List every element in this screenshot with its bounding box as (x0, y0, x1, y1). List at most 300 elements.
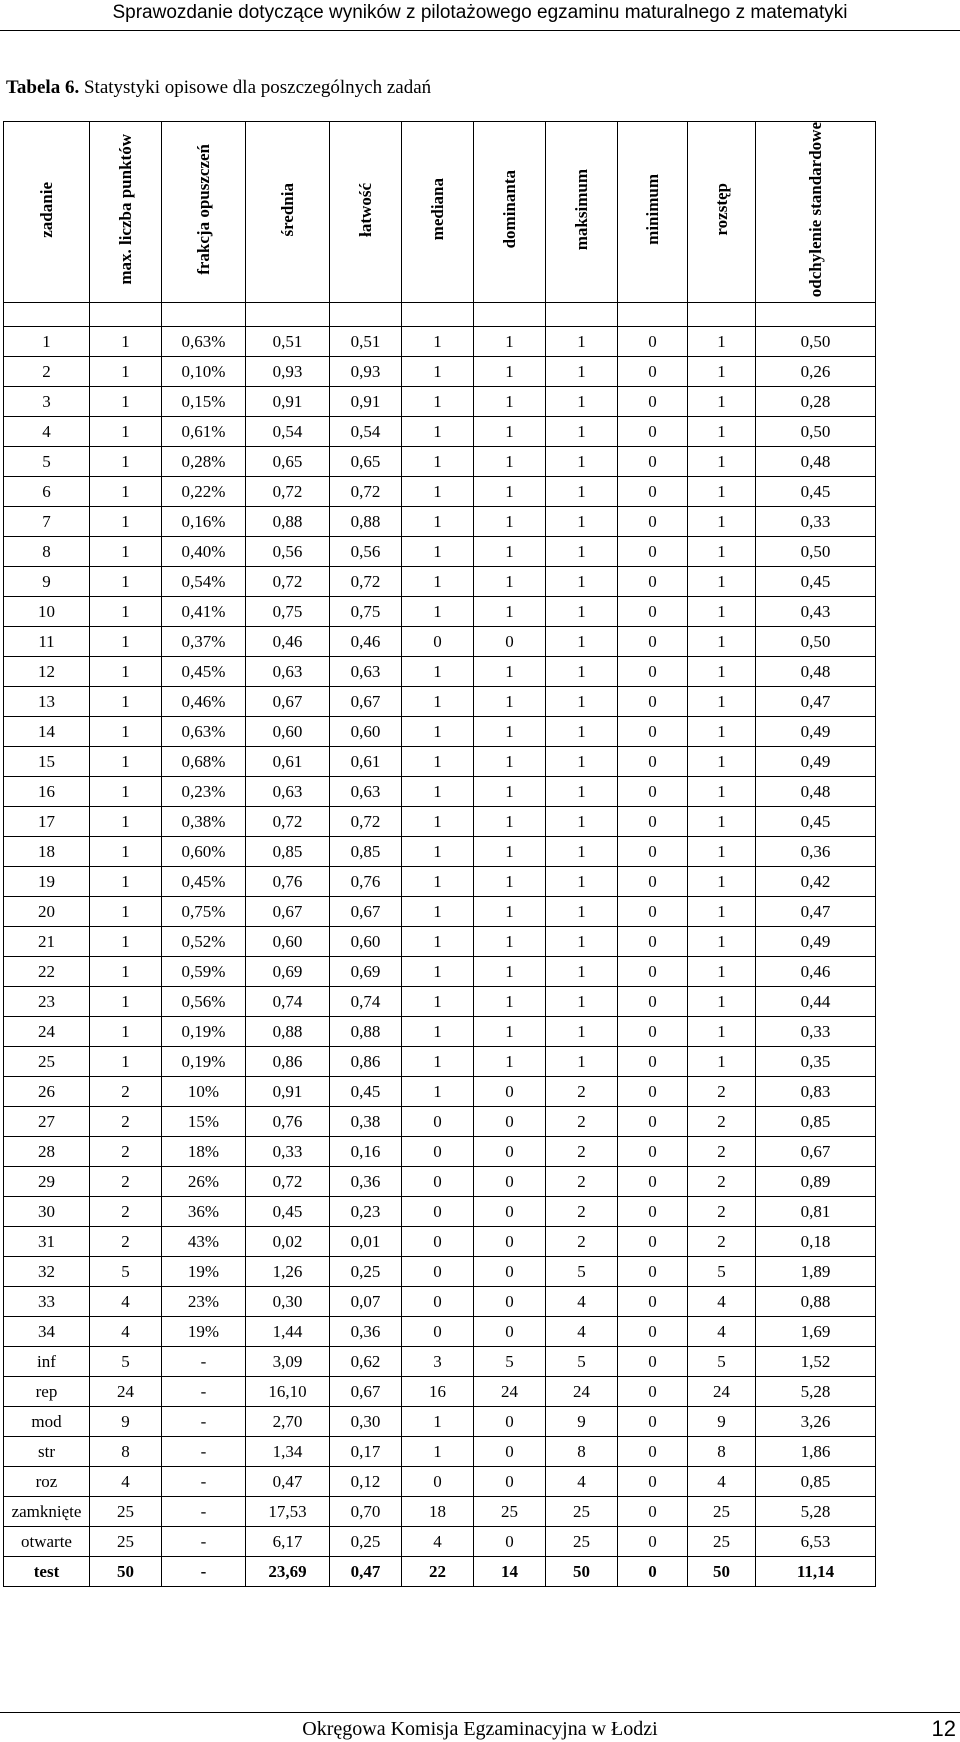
table-cell: inf (4, 1347, 90, 1377)
table-cell: 1 (688, 537, 756, 567)
table-row (4, 567, 876, 597)
table-cell: 0 (618, 537, 688, 567)
column-header: mediana (402, 122, 474, 303)
table-cell: 0,16% (162, 507, 246, 537)
table-cell: 1 (546, 1017, 618, 1047)
table-cell: 0,44 (756, 987, 876, 1017)
table-cell: 25 (688, 1527, 756, 1557)
table-cell: 1 (546, 537, 618, 567)
table-cell: 0,50 (756, 627, 876, 657)
table-cell: 0 (618, 1407, 688, 1437)
table-cell: 1 (402, 447, 474, 477)
table-cell: 22 (4, 957, 90, 987)
table-row (4, 447, 876, 477)
table-cell: 0 (618, 1317, 688, 1347)
table-cell: 0,91 (330, 387, 402, 417)
table-cell: 43% (162, 1227, 246, 1257)
table-cell: 1 (546, 1047, 618, 1077)
table-cell: 0,88 (330, 507, 402, 537)
table-cell: 1 (688, 627, 756, 657)
table-cell: 0,02 (246, 1227, 330, 1257)
table-cell: 0,45 (756, 567, 876, 597)
table-cell: 1 (474, 897, 546, 927)
table-cell: 0,74 (246, 987, 330, 1017)
table-cell: 1,89 (756, 1257, 876, 1287)
table-cell: 0,67 (246, 687, 330, 717)
table-cell: 1 (546, 717, 618, 747)
table-cell: 0 (618, 567, 688, 597)
table-cell: 1 (402, 597, 474, 627)
table-cell: 1 (402, 567, 474, 597)
table-cell: 0,19% (162, 1047, 246, 1077)
table-row (4, 1437, 876, 1467)
table-cell: 1 (474, 477, 546, 507)
table-row (4, 927, 876, 957)
table-cell: 0,01 (330, 1227, 402, 1257)
table-cell: 0,46% (162, 687, 246, 717)
table-cell: 9 (4, 567, 90, 597)
table-cell: 0 (402, 627, 474, 657)
table-row (4, 1467, 876, 1497)
table-cell: 0,65 (246, 447, 330, 477)
table-row (4, 717, 876, 747)
table-cell: 0,51 (330, 327, 402, 357)
table-cell: 1 (474, 987, 546, 1017)
table-cell: 0,19% (162, 1017, 246, 1047)
table-cell: 4 (688, 1467, 756, 1497)
footer-organization: Okręgowa Komisja Egzaminacyjna w Łodzi (302, 1718, 658, 1740)
table-cell: 16 (4, 777, 90, 807)
table-cell: 10 (4, 597, 90, 627)
table-cell: 0,76 (330, 867, 402, 897)
table-cell: 1,26 (246, 1257, 330, 1287)
table-cell: 0 (474, 1467, 546, 1497)
table-cell: 0,89 (756, 1167, 876, 1197)
table-cell: 4 (546, 1317, 618, 1347)
table-cell: 1 (474, 717, 546, 747)
table-cell: 1 (688, 507, 756, 537)
table-cell: 1 (90, 1017, 162, 1047)
table-row (4, 897, 876, 927)
table-cell: 0,88 (756, 1287, 876, 1317)
table-cell: 27 (4, 1107, 90, 1137)
table-row (4, 1227, 876, 1257)
column-header: rozstęp (688, 122, 756, 303)
table-cell: 0,70 (330, 1497, 402, 1527)
table-cell: 1 (402, 687, 474, 717)
table-cell: 0,63% (162, 327, 246, 357)
table-cell: 1 (688, 1047, 756, 1077)
table-caption-text: Statystyki opisowe dla poszczególnych zadań (83, 77, 432, 98)
table-cell: 1 (474, 567, 546, 597)
table-cell: 0,23 (330, 1197, 402, 1227)
table-row (4, 1407, 876, 1437)
table-cell: 0 (618, 327, 688, 357)
table-cell: 2 (688, 1167, 756, 1197)
table-cell: 1 (402, 987, 474, 1017)
table-cell: 50 (90, 1557, 162, 1587)
table-cell: 1 (546, 687, 618, 717)
table-cell: 1 (90, 867, 162, 897)
table-cell: 0,60% (162, 837, 246, 867)
table-cell: 0 (402, 1167, 474, 1197)
table-cell: 1 (688, 987, 756, 1017)
table-cell: 25 (546, 1497, 618, 1527)
table-cell: 0,37% (162, 627, 246, 657)
table-cell: 0,69 (246, 957, 330, 987)
table-cell: 0,52% (162, 927, 246, 957)
table-cell: 2 (546, 1107, 618, 1137)
table-row (4, 1017, 876, 1047)
table-cell: 1,44 (246, 1317, 330, 1347)
table-cell: 0,88 (330, 1017, 402, 1047)
table-cell: 0,86 (246, 1047, 330, 1077)
table-cell: 1 (402, 417, 474, 447)
table-cell: 1 (402, 777, 474, 807)
table-cell: 0,30 (330, 1407, 402, 1437)
table-cell: 0,49 (756, 927, 876, 957)
table-row (4, 597, 876, 627)
table-cell: 0,47 (756, 897, 876, 927)
table-cell: 4 (546, 1287, 618, 1317)
table-cell: 1 (402, 927, 474, 957)
table-cell: 1 (90, 717, 162, 747)
table-cell: - (162, 1467, 246, 1497)
table-cell: 0,72 (246, 477, 330, 507)
table-cell: 0,35 (756, 1047, 876, 1077)
table-cell: 1 (688, 837, 756, 867)
table-cell: 14 (474, 1557, 546, 1587)
table-cell: 0,63% (162, 717, 246, 747)
table-cell: 0,10% (162, 357, 246, 387)
table-cell: 0,63 (330, 777, 402, 807)
table-cell: 0 (474, 1317, 546, 1347)
table-cell: 1 (90, 447, 162, 477)
table-cell: 0,15% (162, 387, 246, 417)
table-cell: 1 (546, 987, 618, 1017)
table-cell: 5,28 (756, 1377, 876, 1407)
table-cell: 0,43 (756, 597, 876, 627)
table-cell: 1 (402, 657, 474, 687)
table-cell: 25 (546, 1527, 618, 1557)
table-row (4, 1287, 876, 1317)
table-cell: 1 (546, 807, 618, 837)
table-row (4, 807, 876, 837)
table-cell: 0 (618, 987, 688, 1017)
table-cell: 0,45% (162, 867, 246, 897)
table-cell: 1,34 (246, 1437, 330, 1467)
table-cell: 31 (4, 1227, 90, 1257)
table-cell: 0,61 (246, 747, 330, 777)
table-cell: 30 (4, 1197, 90, 1227)
table-cell: 0 (618, 657, 688, 687)
table-cell: 1 (546, 657, 618, 687)
table-cell: 1 (546, 387, 618, 417)
table-cell: otwarte (4, 1527, 90, 1557)
table-cell: 0,40% (162, 537, 246, 567)
table-cell: 1 (90, 537, 162, 567)
table-cell: 5 (688, 1257, 756, 1287)
table-cell: 0,75% (162, 897, 246, 927)
table-row (4, 507, 876, 537)
table-row (4, 627, 876, 657)
table-cell: 0,50 (756, 537, 876, 567)
column-header: minimum (618, 122, 688, 303)
table-cell: 1 (90, 327, 162, 357)
table-cell: 1 (90, 687, 162, 717)
table-cell: 1 (474, 957, 546, 987)
table-cell: 0,38 (330, 1107, 402, 1137)
table-cell: 0,12 (330, 1467, 402, 1497)
table-cell: 0 (618, 447, 688, 477)
column-header: zadanie (4, 122, 90, 303)
table-cell: 0,46 (756, 957, 876, 987)
table-cell: 0 (474, 1197, 546, 1227)
table-cell: 15% (162, 1107, 246, 1137)
table-cell: 36% (162, 1197, 246, 1227)
table-cell: 1 (90, 897, 162, 927)
table-cell: 50 (688, 1557, 756, 1587)
table-cell: 1,86 (756, 1437, 876, 1467)
table-cell: 1 (4, 327, 90, 357)
table-cell: 2 (90, 1077, 162, 1107)
table-cell: 1 (474, 537, 546, 567)
table-cell: 0 (618, 867, 688, 897)
table-cell: 0 (618, 627, 688, 657)
table-cell: 8 (546, 1437, 618, 1467)
table-cell: 0,88 (246, 1017, 330, 1047)
table-cell: 1 (90, 657, 162, 687)
table-row (4, 417, 876, 447)
table-cell: 0,67 (330, 1377, 402, 1407)
table-cell: zamknięte (4, 1497, 90, 1527)
table-cell: 0,22% (162, 477, 246, 507)
table-cell: 4 (688, 1287, 756, 1317)
table-cell: 0 (618, 1017, 688, 1047)
table-cell: 1 (688, 867, 756, 897)
table-row (4, 1377, 876, 1407)
table-cell: 1 (546, 567, 618, 597)
column-header: dominanta (474, 122, 546, 303)
table-cell: 1 (688, 477, 756, 507)
table-cell: 0 (402, 1137, 474, 1167)
table-cell: str (4, 1437, 90, 1467)
table-cell: 0 (402, 1287, 474, 1317)
table-cell: 1 (402, 837, 474, 867)
table-cell: 1 (90, 507, 162, 537)
table-cell: test (4, 1557, 90, 1587)
table-row (4, 1137, 876, 1167)
table-cell: 1,69 (756, 1317, 876, 1347)
table-cell: 0,61% (162, 417, 246, 447)
table-cell: 0,93 (330, 357, 402, 387)
table-cell: 0,45 (756, 807, 876, 837)
table-cell: 0,68% (162, 747, 246, 777)
table-cell: 7 (4, 507, 90, 537)
table-cell: 0 (618, 957, 688, 987)
table-cell: 0 (618, 1107, 688, 1137)
table-cell: 18 (4, 837, 90, 867)
table-row (4, 1497, 876, 1527)
table-cell: 1 (474, 807, 546, 837)
table-cell: 14 (4, 717, 90, 747)
table-cell: 34 (4, 1317, 90, 1347)
table-cell: 0,48 (756, 657, 876, 687)
table-cell: 2 (688, 1107, 756, 1137)
table-cell: 0,23% (162, 777, 246, 807)
table-cell: 0 (618, 1137, 688, 1167)
table-cell: 0,75 (246, 597, 330, 627)
table-cell: 0,33 (756, 507, 876, 537)
table-cell: 24 (546, 1377, 618, 1407)
table-cell: - (162, 1347, 246, 1377)
table-cell: 1 (90, 837, 162, 867)
footer-divider (0, 1712, 960, 1713)
table-cell: 25 (90, 1497, 162, 1527)
column-header: maksimum (546, 122, 618, 303)
table-cell: 0,49 (756, 717, 876, 747)
table-row (4, 957, 876, 987)
table-cell: 19% (162, 1317, 246, 1347)
column-header: odchylenie standardowe (756, 122, 876, 303)
table-cell: 1 (546, 417, 618, 447)
table-cell: 1 (402, 717, 474, 747)
table-cell: 1 (90, 807, 162, 837)
table-row (4, 477, 876, 507)
table-cell: 1 (688, 657, 756, 687)
table-caption (6, 77, 431, 99)
table-cell: 1 (688, 897, 756, 927)
table-cell: 0 (618, 1077, 688, 1107)
table-cell: 0,33 (756, 1017, 876, 1047)
table-cell: 0,36 (330, 1317, 402, 1347)
table-row (4, 387, 876, 417)
table-cell: 6,17 (246, 1527, 330, 1557)
table-cell: 1 (90, 417, 162, 447)
table-cell: 25 (688, 1497, 756, 1527)
table-cell: 16,10 (246, 1377, 330, 1407)
table-cell: 2,70 (246, 1407, 330, 1437)
table-cell: 0,75 (330, 597, 402, 627)
table-cell: 0,85 (756, 1467, 876, 1497)
table-cell: 0,48 (756, 447, 876, 477)
table-cell: 1 (546, 867, 618, 897)
table-cell: 9 (546, 1407, 618, 1437)
table-cell: 0 (618, 717, 688, 747)
table-cell: 18 (402, 1497, 474, 1527)
table-cell: 0,91 (246, 387, 330, 417)
table-cell: 26 (4, 1077, 90, 1107)
table-cell: 1 (474, 837, 546, 867)
table-cell: 0,47 (330, 1557, 402, 1587)
spacer-row (4, 303, 876, 327)
table-cell: 0,45 (330, 1077, 402, 1107)
table-cell: 0,72 (246, 567, 330, 597)
table-cell: 1 (90, 477, 162, 507)
table-cell: 0 (474, 1527, 546, 1557)
table-cell: 0,49 (756, 747, 876, 777)
table-cell: 1 (90, 927, 162, 957)
table-cell: 13 (4, 687, 90, 717)
table-cell: 8 (688, 1437, 756, 1467)
table-cell: 1 (90, 747, 162, 777)
table-cell: 0,56 (246, 537, 330, 567)
table-caption-lead: Tabela 6. (6, 77, 80, 98)
table-cell: 0,56% (162, 987, 246, 1017)
table-cell: 5,28 (756, 1497, 876, 1527)
table-cell: 0,72 (330, 807, 402, 837)
table-cell: 0,26 (756, 357, 876, 387)
table-cell: 1 (474, 687, 546, 717)
table-cell: 2 (90, 1197, 162, 1227)
table-cell: 0,72 (246, 807, 330, 837)
table-cell: 1 (688, 327, 756, 357)
table-cell: 17,53 (246, 1497, 330, 1527)
table-cell: 1 (688, 717, 756, 747)
table-cell: 1 (688, 567, 756, 597)
table-cell: 9 (688, 1407, 756, 1437)
table-cell: 0 (474, 1437, 546, 1467)
table-cell: 1 (402, 807, 474, 837)
table-cell: 1 (688, 417, 756, 447)
table-cell: 1 (688, 927, 756, 957)
table-cell: 0,45% (162, 657, 246, 687)
table-cell: 0 (474, 1107, 546, 1137)
table-cell: 4 (4, 417, 90, 447)
table-cell: 25 (4, 1047, 90, 1077)
table-cell: 0 (618, 1257, 688, 1287)
table-cell: 2 (546, 1227, 618, 1257)
table-cell: 8 (90, 1437, 162, 1467)
table-cell: 1 (402, 1407, 474, 1437)
table-cell: 1 (474, 357, 546, 387)
column-header: łatwość (330, 122, 402, 303)
table-cell: 26% (162, 1167, 246, 1197)
table-cell: 1 (546, 357, 618, 387)
table-cell: 2 (546, 1077, 618, 1107)
table-cell: 0 (618, 1167, 688, 1197)
table-cell: 0 (618, 747, 688, 777)
table-cell: 0,91 (246, 1077, 330, 1107)
table-cell: 0 (474, 1257, 546, 1287)
table-cell: 0,47 (246, 1467, 330, 1497)
table-row (4, 327, 876, 357)
table-cell: 2 (90, 1227, 162, 1257)
table-cell: 2 (688, 1197, 756, 1227)
table-row (4, 657, 876, 687)
table-cell: 0,83 (756, 1077, 876, 1107)
table-cell: 0,69 (330, 957, 402, 987)
table-cell: 0,25 (330, 1527, 402, 1557)
table-cell: 0,51 (246, 327, 330, 357)
table-cell: 1 (546, 477, 618, 507)
table-cell: 1 (546, 327, 618, 357)
table-cell: 1 (688, 357, 756, 387)
table-cell: 1 (474, 927, 546, 957)
table-cell: 0,48 (756, 777, 876, 807)
table-cell: 1 (474, 1017, 546, 1047)
table-cell: 0,85 (246, 837, 330, 867)
table-cell: 2 (688, 1077, 756, 1107)
table-cell: 17 (4, 807, 90, 837)
table-cell: 0 (402, 1317, 474, 1347)
table-cell: 0,67 (246, 897, 330, 927)
table-cell: 0,86 (330, 1047, 402, 1077)
table-cell: 1 (90, 387, 162, 417)
table-cell: 1 (90, 597, 162, 627)
table-cell: 0,59% (162, 957, 246, 987)
table-cell: 1 (90, 777, 162, 807)
